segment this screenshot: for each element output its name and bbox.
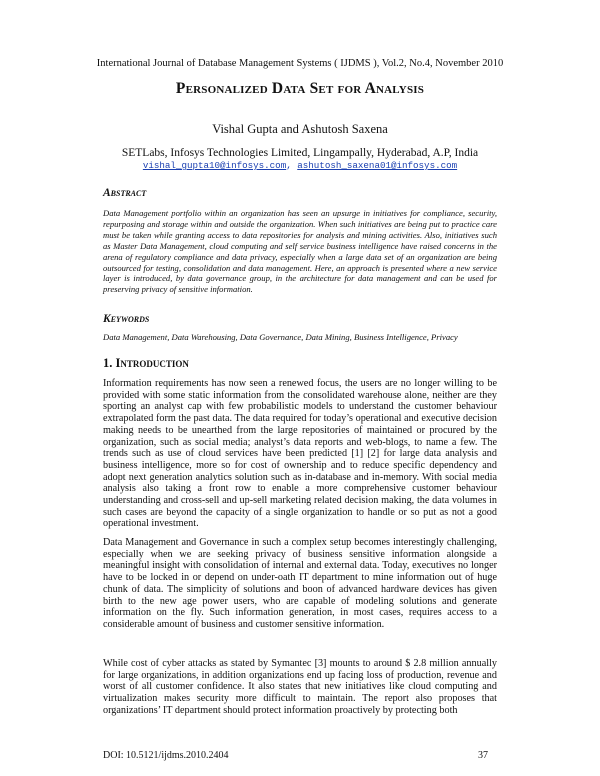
paper-authors: Vishal Gupta and Ashutosh Saxena	[212, 122, 388, 136]
abstract-text: Data Management portfolio within an organization has seen an upsurge in initiatives for compliance, security, repurposing and storage within and outside the organization. When such initiatives are being put to practice care must be taken while granting access to data repositories for analysis and mining activities. Also, initiatives such as Master Data Management, cloud computing and self service business intelligence have raised concerns in the arena of regulatory compliance and data privacy, especially when a large data set of an organization are being outsourced for testing, consolidation and data management. Here, an approach is presented where a new service layer is introduced, by data governance group, in the architecture for data management and can be used for preserving privacy of sensitive information.	[103, 208, 497, 295]
author-emails	[0, 160, 600, 171]
email-link-1[interactable]: vishal_gupta10@infosys.com	[142, 160, 287, 171]
journal-header: International Journal of Database Management Systems ( IJDMS ), Vol.2, No.4, November 2010	[96, 58, 504, 69]
author-affiliation: SETLabs, Infosys Technologies Limited, Lingampally, Hyderabad, A.P, India	[121, 147, 479, 159]
intro-paragraph-2: Data Management and Governance in such a complex setup becomes interestingly challenging, especially when we are seeking privacy of business sensitive information alongside a meaningful insight with consolidation of internal and external data. Today, executives no longer have to be locked in or depend on under-oath IT department to mine information out of huge chunk of data. The simplicity of solutions and boon of advanced hardware devices has given birth to the new age power users, who are capable of modeling solutions and generate information on the fly. Such information generation, in most cases, requires access to a considerable amount of business and customer sensitive information.	[103, 537, 497, 630]
email-link-2[interactable]: ashutosh_saxena01@infosys.com	[297, 160, 458, 171]
keywords-heading: Keywords	[103, 313, 150, 325]
abstract-heading: Abstract	[103, 187, 147, 199]
page-number: 37	[478, 750, 488, 761]
introduction-heading: 1. Introduction	[103, 356, 189, 370]
keywords-text: Data Management, Data Warehousing, Data Governance, Data Mining, Business Intelligence, Privacy	[103, 332, 458, 342]
intro-paragraph-1: Information requirements has now seen a renewed focus, the users are no longer willing to be provided with some static information from the consolidated warehouse alone, neither are they sporting an analyst cap with few probabilistic models to understand the customer behaviour extrapolated form the past data. The data required for today’s operational and executive decision making needs to be unearthed from the large repositories of maintained or procured by the organization, such as social media; analyst’s data reports and web-blogs, to name a few. The trends such as use of cloud services have been predicted [1] [2] for large data analysis and business intelligence, more so for cost of ownership and to reduce specific dependency and adopt next generation analytics solution such as in-database and in-memory. With social media analysis also taking a front row to enable a more comprehensive customer behaviour understanding and cross-sell and up-sell marketing related decision making, the data volumes in such cases are beyond the capacity of a single organization to handle or so put as not a good operational investment.	[103, 378, 497, 530]
footer-doi: DOI: 10.5121/ijdms.2010.2404	[103, 750, 229, 761]
email-separator: ,	[286, 160, 298, 171]
paper-title: Personalized Data Set for Analysis	[175, 80, 425, 97]
intro-paragraph-3: While cost of cyber attacks as stated by Symantec [3] mounts to around $ 2.8 million annually for large organizations, in addition organizations end up facing loss of production, revenue and worst of all customer confidence. It also states that new initiatives like cloud computing and virtualization makes security more difficult to maintain. The report also proposes that organizations’ IT department should protect information proactively by protecting both	[103, 658, 497, 716]
